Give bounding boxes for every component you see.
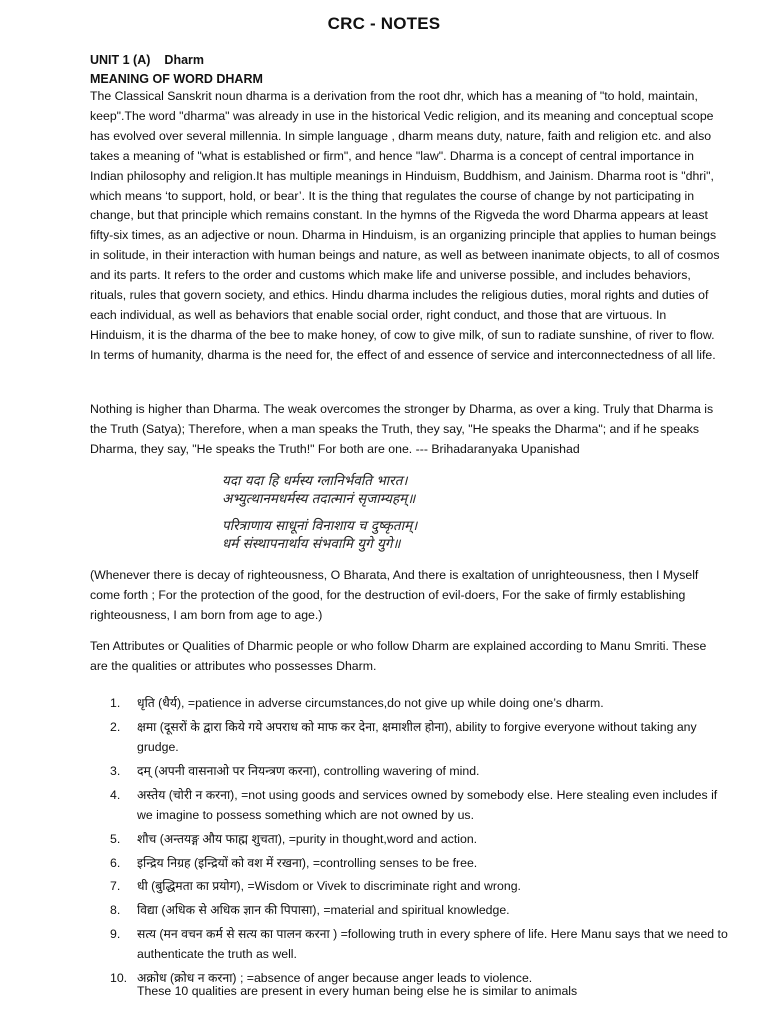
- list-number: 4.: [110, 787, 121, 802]
- list-number: 6.: [110, 855, 121, 870]
- list-text: अस्तेय (चोरी न करना), =not using goods and services owned by somebody else. Here stealing even includes if we imagine to possess something which are not owned by us.: [137, 787, 718, 822]
- list-number: 7.: [110, 879, 121, 894]
- attributes-list: [90, 693, 730, 992]
- list-item: [90, 900, 730, 920]
- list-number: 2.: [110, 719, 121, 734]
- section-heading: MEANING OF WORD DHARM: [90, 72, 263, 86]
- list-text: अक्रोध (क्रोध न करना) ; =absence of anger because anger leads to violence.: [137, 971, 533, 986]
- list-item: [90, 853, 730, 873]
- list-item: [90, 693, 730, 713]
- list-number: 9.: [110, 926, 121, 941]
- unit-heading: [90, 53, 204, 67]
- verse-line: परित्राणाय साधूनां विनाशाय च दुष्कृताम्।: [222, 518, 418, 534]
- paragraph-dharma-meaning: The Classical Sanskrit noun dharma is a derivation from the root dhr, which has a meaning of "to hold, maintain, keep".The word "dharma" was already in use in the historical Vedic religion, and its meaning and conceptual scope has evolved over several millennia. In simple language , dharm means duty, nature, faith and religion etc. and also takes a meaning of "what is established or firm", and hence "law". Dharma is a concept of central importance in Indian philosophy and religion.It has multiple meanings in Hinduism, Buddhism, and Jainism. Dharma root is "dhri", which means ‘to support, hold, or bear’. It is the thing that regulates the course of change by not participating in change, but that principle which remains constant. In the hymns of the Rigveda the word Dharma appears at least fifty-six times, as an adjective or noun. Dharma in Hinduism, is an organizing principle that applies to human beings in solitude, in their interaction with human beings and nature, as well as between inanimate objects, to all of cosmos and its parts. It refers to the order and customs which make life and universe possible, and includes behaviors, rituals, rules that govern society, and ethics. Hindu dharma includes the religious duties, moral rights and duties of each individual, as well as behaviors that enable social order, right conduct, and those that are virtuous. In Hinduism, it is the dharma of the bee to make honey, of cow to give milk, of sun to radiate sunshine, of river to flow. In terms of humanity, dharma is the need for, the effect of and essence of service and interconnectedness of all life.: [90, 89, 720, 362]
- paragraph-ten-attributes-intro: Ten Attributes or Qualities of Dharmic people or who follow Dharm are explained according to Manu Smriti. These are the qualities or attributes who possesses Dharm.: [90, 639, 707, 673]
- list-text: दम् (अपनी वासनाओ पर नियन्त्रण करना), controlling wavering of mind.: [137, 763, 480, 778]
- list-item: [90, 717, 730, 758]
- verse-line: धर्म संस्थापनार्थाय संभवामि युगे युगे॥: [222, 536, 401, 552]
- paragraph-verse-translation: (Whenever there is decay of righteousness, O Bharata, And there is exaltation of unrighteousness, then I Myself come forth ; For the protection of the good, for the destruction of evil-doers, For the sake of firmly establishing righteousness, I am born from age to age.): [90, 568, 699, 622]
- page-title: CRC - NOTES: [327, 14, 441, 33]
- verse-line: अभ्युत्थानमधर्मस्य तदात्मानं सृजाम्यहम्॥: [222, 491, 416, 507]
- verse-line: यदा यदा हि धर्मस्य ग्लानिर्भवति भारत।: [222, 473, 408, 489]
- list-text: शौच (अन्तयङ्ग औय फाह्म शुचता), =purity in thought,word and action.: [137, 831, 478, 846]
- list-item: [90, 785, 730, 826]
- list-text: धी (बुद्धिमता का प्रयोग), =Wisdom or Vivek to discriminate right and wrong.: [137, 879, 521, 894]
- list-text: धृति (धैर्य), =patience in adverse circumstances,do not give up while doing one’s dharm.: [137, 696, 604, 710]
- list-item: [90, 876, 730, 896]
- list-item: [90, 761, 730, 781]
- list-number: 1.: [110, 696, 121, 710]
- sanskrit-verse-block-2: [222, 517, 582, 553]
- list-item: [90, 924, 730, 965]
- unit-topic: Dharm: [164, 53, 205, 67]
- list-text: इन्द्रिय निग्रह (इन्द्रियों को वश में रखना), =controlling senses to be free.: [137, 855, 478, 870]
- list-item: [90, 829, 730, 849]
- list-number: 8.: [110, 903, 121, 918]
- list-text: विद्या (अधिक से अधिक ज्ञान की पिपासा), =material and spiritual knowledge.: [137, 903, 510, 918]
- closing-note: These 10 qualities are present in every human being else he is similar to animals: [137, 984, 578, 998]
- list-number: 5.: [110, 831, 121, 846]
- list-text: क्षमा (दूसरों के द्वारा किये गये अपराध को माफ कर देना, क्षमाशील होना), ability to forgive everyone without taking any grudge.: [137, 719, 697, 755]
- paragraph-upanishad-quote: Nothing is higher than Dharma. The weak overcomes the stronger by Dharma, as over a king. Truly that Dharma is the Truth (Satya); Therefore, when a man speaks the Truth, they say, "He speaks the Dharma"; and if he speaks Dharma, they say, "He speaks the Truth!" For both are one. --- Brihadaranyaka Upanishad: [90, 402, 714, 456]
- sanskrit-verse-block-1: [222, 472, 582, 508]
- list-text: सत्य (मन वचन कर्म से सत्य का पालन करना ) =following truth in every sphere of life. Here Manu says that we need to authenticate the truth as well.: [137, 926, 728, 962]
- list-number: 10.: [110, 971, 128, 986]
- list-number: 3.: [110, 763, 121, 778]
- unit-label: UNIT 1 (A): [90, 53, 151, 67]
